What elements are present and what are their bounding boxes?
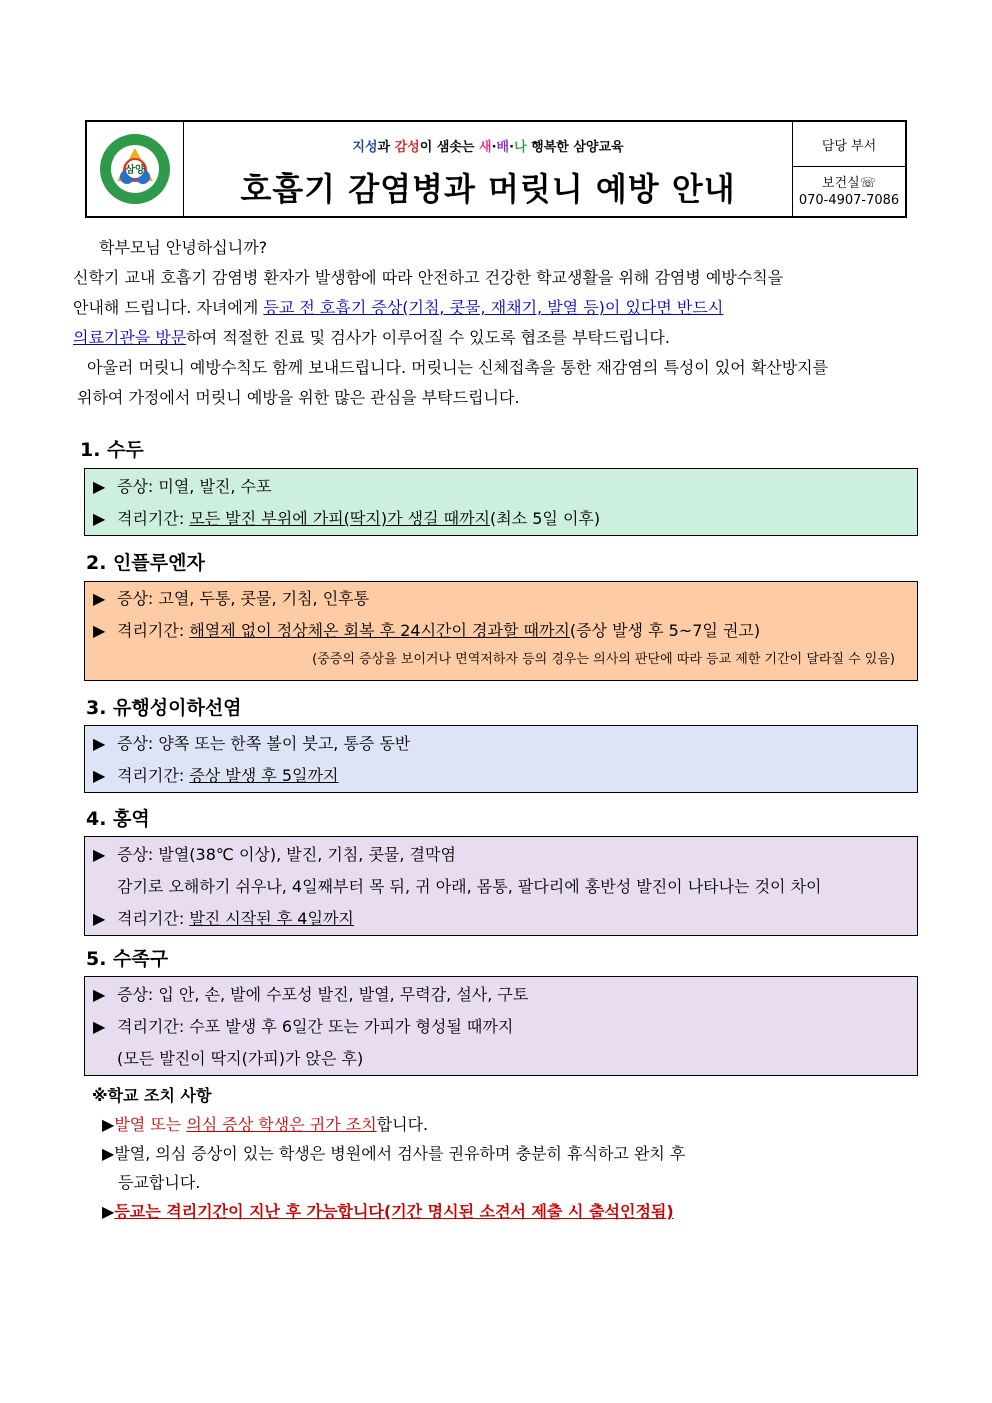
period-label: 격리기간: xyxy=(117,621,190,640)
period-row xyxy=(93,503,917,535)
arrow-icon: ▶ xyxy=(102,1115,115,1134)
slogan-part: 나 xyxy=(514,140,527,155)
logo-text: 삼양 xyxy=(125,165,145,176)
period-continuation: (모든 발진이 딱지(가피)가 앉은 후) xyxy=(117,1049,364,1068)
department-contact xyxy=(793,167,905,216)
school-logo-cell xyxy=(87,122,184,216)
symptom-row xyxy=(93,728,917,760)
intro-line xyxy=(73,293,913,323)
section-title: 1. 수두 xyxy=(80,439,144,461)
header-table xyxy=(85,120,907,218)
period-label: 격리기간: xyxy=(117,766,190,785)
symptom-row xyxy=(93,979,917,1011)
symptom-row xyxy=(93,583,917,615)
symptom-text: 증상: 미열, 발진, 수포 xyxy=(117,477,272,496)
slogan-part: 배 xyxy=(496,140,510,155)
period-highlight: 증상 발생 후 5일까지 xyxy=(189,766,339,785)
influenza-note: (중증의 증상을 보이거나 면역저하자 등의 경우는 의사의 판단에 따라 등교 제한 기간이 달라질 수 있음) xyxy=(312,652,895,667)
period-row xyxy=(93,615,917,647)
period-row xyxy=(93,1011,917,1043)
arrow-icon: ▶ xyxy=(93,621,106,640)
symptom-text: 증상: 입 안, 손, 발에 수포성 발진, 발열, 무력감, 설사, 구토 xyxy=(117,985,529,1004)
section-box-hfmd xyxy=(84,976,918,1076)
title-cell xyxy=(184,122,793,216)
department-name: 보건실☏ xyxy=(822,175,876,191)
period-row xyxy=(93,903,917,935)
department-cell xyxy=(793,122,905,216)
section-title: 2. 인플루엔자 xyxy=(86,552,205,574)
section-title: 3. 유행성이하선염 xyxy=(86,697,242,719)
measure-item xyxy=(92,1197,912,1226)
slogan-part: 과 xyxy=(377,140,395,155)
period-label: 격리기간: 수포 발생 후 6일간 또는 가피가 형성될 때까지 xyxy=(117,1017,514,1036)
intro-text-part: 하여 적절한 진료 및 검사가 이루어질 수 있도록 협조를 부탁드립니다. xyxy=(186,328,670,347)
measures-title: ※학교 조치 사항 xyxy=(92,1086,212,1105)
intro-line: 아울러 머릿니 예방수칙도 함께 보내드립니다. 머릿니는 신체접촉을 통한 재감염의 특성이 있어 확산방지를 xyxy=(87,358,829,377)
arrow-icon: ▶ xyxy=(93,845,106,864)
slogan-part: 행복한 삼양교육 xyxy=(526,140,624,155)
intro-highlight: 의료기관을 방문 xyxy=(73,328,187,347)
measure-text: 발열, 의심 증상이 있는 학생은 병원에서 검사를 권유하며 충분히 휴식하고 완치 후 xyxy=(114,1144,686,1163)
slogan-part: · xyxy=(491,140,497,155)
period-rest: (증상 발생 후 5~7일 권고) xyxy=(569,621,761,640)
arrow-icon: ▶ xyxy=(93,909,106,928)
intro-highlight: 등교 전 호흡기 증상(기침, 콧물, 재채기, 발열 등)이 있다면 반드시 xyxy=(263,298,724,317)
section-title: 5. 수족구 xyxy=(86,948,169,970)
arrow-icon: ▶ xyxy=(93,766,106,785)
section-box-mumps xyxy=(84,725,918,793)
measure-item-continuation: 등교합니다. xyxy=(118,1173,201,1192)
slogan-part: 새 xyxy=(479,140,492,155)
symptom-row xyxy=(93,839,917,871)
intro-line xyxy=(73,323,913,353)
section-box-chickenpox xyxy=(84,468,918,536)
arrow-icon: ▶ xyxy=(93,477,106,496)
symptom-row xyxy=(93,471,917,503)
period-row xyxy=(93,760,917,792)
measure-text: 발열 또는 xyxy=(114,1115,187,1134)
symptom-text: 증상: 고열, 두통, 콧물, 기침, 인후통 xyxy=(117,589,370,608)
slogan-part: 감성 xyxy=(394,140,420,155)
intro-text xyxy=(73,233,913,413)
slogan-part: 이 샘솟는 xyxy=(419,140,480,155)
measure-highlight: 등교는 격리기간이 지난 후 가능합니다(기간 명시된 소견서 제출 시 출석인정됨) xyxy=(114,1202,674,1221)
section-title: 4. 홍역 xyxy=(86,808,150,830)
period-highlight: 해열제 없이 정상체온 회복 후 24시간이 경과할 때까지 xyxy=(189,621,570,640)
period-rest: (최소 5일 이후) xyxy=(489,509,601,528)
intro-line: 위하여 가정에서 머릿니 예방을 위한 많은 관심을 부탁드립니다. xyxy=(77,388,520,407)
arrow-icon: ▶ xyxy=(102,1144,115,1163)
school-logo xyxy=(98,132,172,206)
arrow-icon: ▶ xyxy=(93,509,106,528)
symptom-detail-row: 감기로 오해하기 쉬우나, 4일째부터 목 뒤, 귀 아래, 몸통, 팔다리에 홍반성 발진이 나타나는 것이 차이 xyxy=(117,877,822,896)
department-label: 담당 부서 xyxy=(793,122,905,167)
section-box-measles xyxy=(84,836,918,936)
period-highlight: 발진 시작된 후 4일까지 xyxy=(189,909,354,928)
measure-text: 합니다. xyxy=(376,1115,429,1134)
period-highlight: 모든 발진 부위에 가피(딱지)가 생길 때까지 xyxy=(189,509,490,528)
slogan-part: · xyxy=(509,140,515,155)
measure-item xyxy=(92,1139,912,1168)
arrow-icon: ▶ xyxy=(93,985,106,1004)
school-measures xyxy=(92,1082,912,1226)
symptom-text: 증상: 발열(38℃ 이상), 발진, 기침, 콧물, 결막염 xyxy=(117,845,456,864)
department-phone: 070-4907-7086 xyxy=(798,192,900,208)
intro-line: 신학기 교내 호흡기 감염병 환자가 발생함에 따라 안전하고 건강한 학교생활을 위해 감염병 예방수칙을 xyxy=(73,268,784,287)
measure-highlight: 의심 증상 학생은 귀가 조치 xyxy=(186,1115,377,1134)
arrow-icon: ▶ xyxy=(93,734,106,753)
slogan xyxy=(184,136,792,155)
symptom-text: 증상: 양쪽 또는 한쪽 볼이 붓고, 통증 동반 xyxy=(117,734,411,753)
period-label: 격리기간: xyxy=(117,509,190,528)
intro-line: 학부모님 안녕하십니까? xyxy=(99,238,268,257)
arrow-icon: ▶ xyxy=(93,1017,106,1036)
period-label: 격리기간: xyxy=(117,909,190,928)
arrow-icon: ▶ xyxy=(102,1202,115,1221)
intro-text-part: 안내해 드립니다. 자녀에게 xyxy=(73,298,264,317)
slogan-part: 지성 xyxy=(352,140,378,155)
arrow-icon: ▶ xyxy=(93,589,106,608)
section-box-influenza xyxy=(84,581,918,681)
page-title: 호흡기 감염병과 머릿니 예방 안내 xyxy=(240,170,736,208)
measure-item xyxy=(92,1110,912,1139)
